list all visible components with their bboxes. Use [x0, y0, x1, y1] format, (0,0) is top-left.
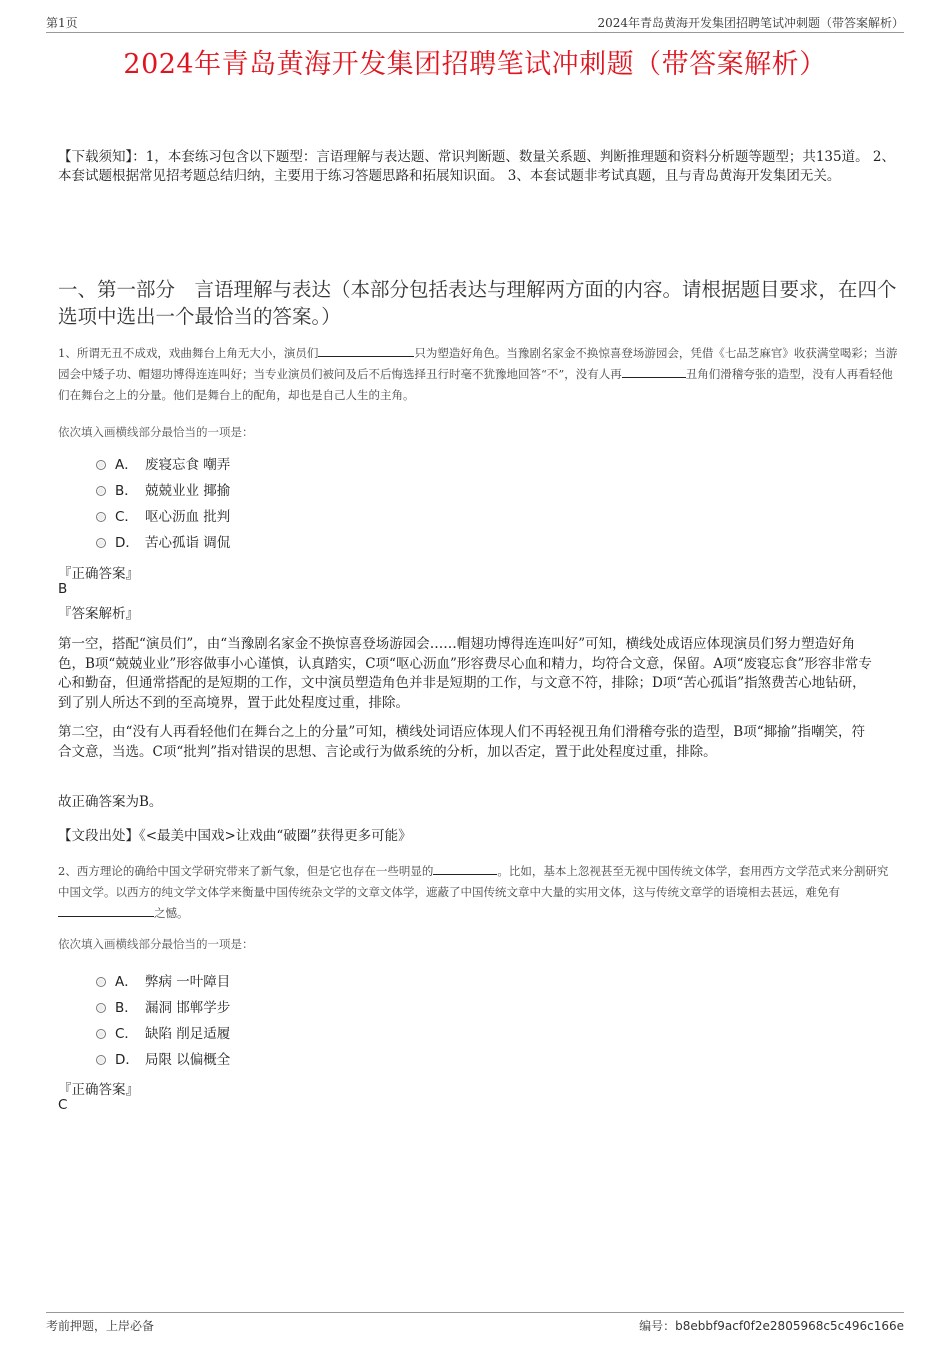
- q2-option-d[interactable]: [96, 1047, 230, 1073]
- option-text: 呕心沥血 批判: [145, 509, 231, 525]
- option-letter: A．: [115, 974, 138, 990]
- option-letter: B．: [115, 1000, 138, 1016]
- option-letter: D．: [115, 1052, 139, 1068]
- q1-conclusion: 故正确答案为B。: [58, 794, 163, 810]
- radio-icon[interactable]: [96, 1029, 106, 1039]
- q1-text-part2: 只为塑造好角色。当豫剧名家金不换惊喜登场游园会，凭借《七品芝麻官》收获满堂喝彩；当游园会中矮子功、帽翅功博得连连叫好；当专业演员们被问及后不后悔选择丑行时毫不犹豫地回答“不”，没有人再: [58, 346, 898, 381]
- q1-text-part1: 1、所谓无丑不成戏，戏曲舞台上角无大小，演员们: [58, 346, 319, 360]
- q1-source: 【文段出处】《<最美中国戏>让戏曲“破圈”获得更多可能》: [58, 828, 412, 844]
- radio-icon[interactable]: [96, 1003, 106, 1013]
- q1-analysis-label: 『答案解析』: [58, 606, 139, 622]
- option-text: 漏洞 邯郸学步: [145, 1000, 231, 1016]
- radio-icon[interactable]: [96, 977, 106, 987]
- q1-analysis-paragraph-2: 第二空，由“没有人再看轻他们在舞台之上的分量”可知，横线处词语应体现人们不再轻视丑角们滑稽夸张的造型，B项“揶揄”指嘲笑，符合文意，当选。C项“批判”指对错误的思想、言论或行为做系统的分析，加以否定，置于此处程度过重，排除。: [58, 724, 866, 760]
- question-2-stem: [58, 861, 898, 924]
- q2-prompt: 依次填入画横线部分最恰当的一项是：: [58, 937, 254, 951]
- option-letter: A．: [115, 457, 138, 473]
- radio-icon[interactable]: [96, 486, 106, 496]
- q2-option-a[interactable]: [96, 969, 230, 995]
- radio-icon[interactable]: [96, 460, 106, 470]
- header-doc-title: 2024年青岛黄海开发集团招聘笔试冲刺题（带答案解析）: [597, 16, 904, 30]
- radio-icon[interactable]: [96, 1055, 106, 1065]
- page-footer: [46, 1312, 904, 1335]
- q2-text-part3: 之憾。: [154, 906, 189, 920]
- download-notice: 【下载须知】：1，本套练习包含以下题型：言语理解与表达题、常识判断题、数量关系题、判断推理题和资料分析题等题型；共135道。 2、本套试题根据常见招考题总结归纳，主要用于练习答题思路和拓展知识面。 3、本套试题非考试真题，且与青岛黄海开发集团无关。: [58, 149, 895, 184]
- radio-icon[interactable]: [96, 538, 106, 548]
- footer-doc-id: 编号：b8ebbf9acf0f2e2805968c5c496c166e: [639, 1319, 904, 1333]
- q2-option-c[interactable]: [96, 1021, 230, 1047]
- footer-slogan: 考前押题，上岸必备: [46, 1319, 155, 1333]
- document-title: 2024年青岛黄海开发集团招聘笔试冲刺题（带答案解析）: [123, 49, 827, 80]
- q2-text-part2: 。比如，基本上忽视甚至无视中国传统文体学，套用西方文学范式来分割研究中国文学。以西方的纯文学文体学来衡量中国传统杂文学的文章文体学，遮蔽了中国传统文章中大量的实用文体，这与传统文章学的语境相去甚远，难免有: [58, 864, 889, 899]
- option-text: 弊病 一叶障目: [145, 974, 231, 990]
- q2-option-b[interactable]: [96, 995, 230, 1021]
- question-1-stem: [58, 343, 898, 406]
- option-letter: B．: [115, 483, 138, 499]
- q1-prompt: 依次填入画横线部分最恰当的一项是：: [58, 425, 254, 439]
- option-text: 局限 以偏概全: [145, 1052, 231, 1068]
- q1-answer-label: 『正确答案』: [58, 566, 139, 582]
- option-text: 苦心孤诣 调侃: [145, 535, 231, 551]
- q2-options: [96, 969, 230, 1073]
- q1-options: [96, 452, 230, 556]
- section-heading: 一、第一部分 言语理解与表达（本部分包括表达与理解两方面的内容。请根据题目要求，在四个选项中选出一个最恰当的答案。）: [58, 278, 897, 328]
- page-header: [46, 14, 904, 33]
- q1-option-b[interactable]: [96, 478, 230, 504]
- q1-text-part3: 丑角们滑稽夸张的造型，没有人再看轻他们在舞台之上的分量。他们是舞台上的配角，却也是自己人生的主角。: [58, 367, 893, 402]
- option-text: 兢兢业业 揶揄: [145, 483, 231, 499]
- option-text: 废寝忘食 嘲弄: [145, 457, 231, 473]
- q2-text-part1: 2、西方理论的确给中国文学研究带来了新气象，但是它也存在一些明显的: [58, 864, 434, 878]
- q2-answer-label: 『正确答案』: [58, 1082, 139, 1098]
- page-number: 第1页: [46, 16, 78, 30]
- option-letter: D．: [115, 535, 139, 551]
- radio-icon[interactable]: [96, 512, 106, 522]
- q1-option-a[interactable]: [96, 452, 230, 478]
- q1-blank-2: [622, 365, 686, 378]
- option-letter: C．: [115, 509, 138, 525]
- q1-option-d[interactable]: [96, 530, 230, 556]
- option-letter: C．: [115, 1026, 138, 1042]
- q1-option-c[interactable]: [96, 504, 230, 530]
- q2-blank-2: [58, 904, 154, 917]
- q2-blank-1: [433, 862, 497, 875]
- q2-answer: C: [58, 1097, 68, 1113]
- q1-analysis-paragraph-1: 第一空，搭配“演员们”，由“当豫剧名家金不换惊喜登场游园会……帽翅功博得连连叫好”可知，横线处成语应体现演员们努力塑造好角色，B项“兢兢业业”形容做事小心谨慎，认真踏实，C项“呕心沥血”形容费尽心血和精力，均符合文意，保留。A项“废寝忘食”形容非常专心和勤奋，但通常搭配的是短期的工作，文中演员塑造角色并非是短期的工作，与文意不符，排除；D项“苦心孤诣”指煞费苦心地钻研，到了别人所达不到的至高境界，置于此处程度过重，排除。: [58, 636, 872, 711]
- q1-answer: B: [58, 581, 68, 597]
- q1-blank-1: [318, 344, 414, 357]
- option-text: 缺陷 削足适履: [145, 1026, 231, 1042]
